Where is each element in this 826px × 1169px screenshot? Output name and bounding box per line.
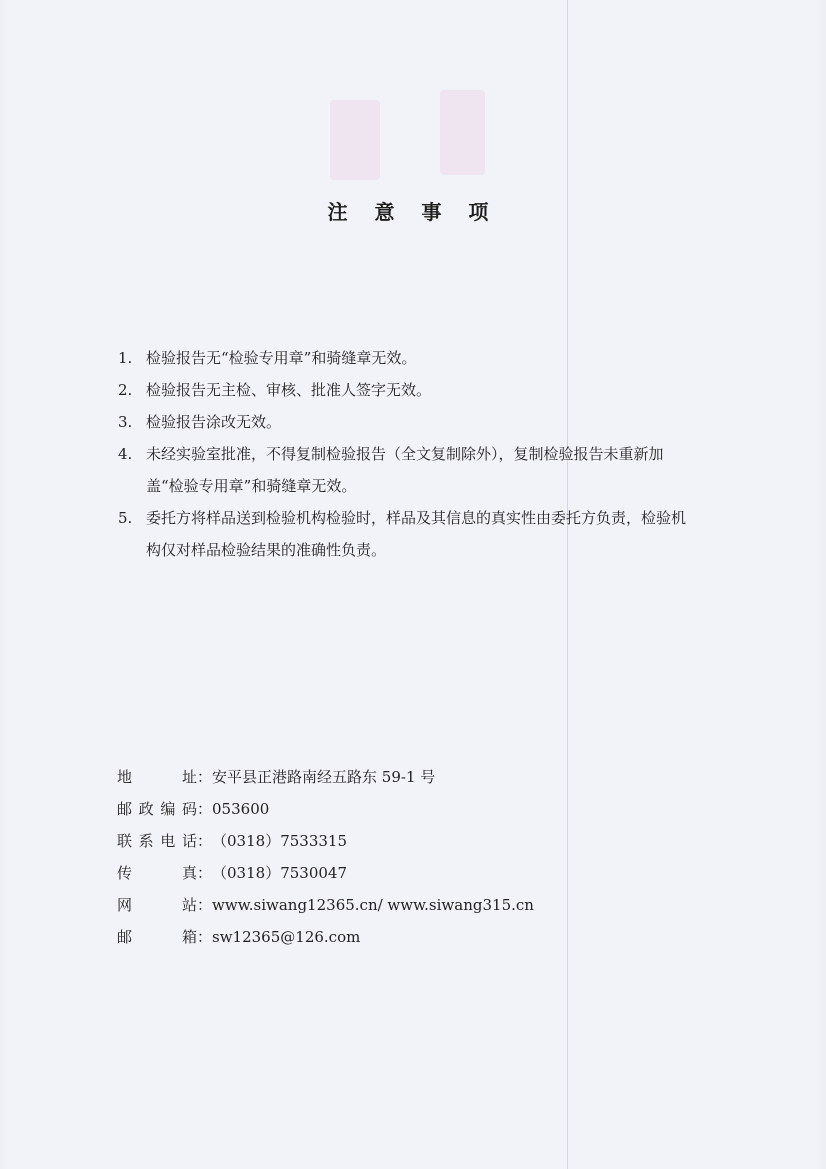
note-number: 2.: [118, 381, 133, 399]
note-number: 5.: [118, 509, 133, 527]
note-text: 委托方将样品送到检验机构检验时，样品及其信息的真实性由委托方负责，检验机构仅对样品检验结果的准确性负责。: [146, 509, 687, 559]
contact-website: [117, 889, 717, 921]
note-text: 检验报告涂改无效。: [146, 413, 282, 431]
contact-value: www.siwang12365.cn/ www.siwang315.cn: [212, 896, 534, 914]
contact-value: （0318）7533315: [212, 832, 347, 850]
notes-list: [118, 342, 718, 566]
note-item: [118, 374, 718, 406]
contact-email: [117, 921, 717, 953]
note-number: 3.: [118, 413, 133, 431]
note-item: [118, 438, 718, 502]
note-number: 1.: [118, 349, 133, 367]
note-text: 检验报告无“检验专用章”和骑缝章无效。: [146, 349, 417, 367]
contact-value: （0318）7530047: [212, 864, 347, 882]
faded-stamp-mark: [330, 100, 380, 180]
contact-separator: ：: [197, 768, 213, 786]
note-number: 4.: [118, 445, 133, 463]
faded-stamp-mark: [440, 90, 485, 175]
contact-label: 邮政编码: [117, 800, 197, 818]
contact-separator: ：: [197, 896, 213, 914]
note-item: [118, 502, 718, 566]
contact-postcode: [117, 793, 717, 825]
contact-fax: [117, 857, 717, 889]
contact-phone: [117, 825, 717, 857]
note-item: [118, 342, 718, 374]
contact-info: [117, 761, 717, 953]
contact-value: 安平县正港路南经五路东 59-1 号: [212, 768, 436, 786]
contact-label: 网站: [117, 896, 197, 914]
page-title: 注 意 事 项: [327, 200, 499, 224]
contact-separator: ：: [197, 832, 213, 850]
contact-value: sw12365@126.com: [212, 928, 361, 946]
contact-label: 邮箱: [117, 928, 197, 946]
contact-separator: ：: [197, 800, 213, 818]
contact-label: 传真: [117, 864, 197, 882]
contact-separator: ：: [197, 928, 213, 946]
contact-label: 地址: [117, 768, 197, 786]
contact-separator: ：: [197, 864, 213, 882]
note-text: 未经实验室批准，不得复制检验报告（全文复制除外），复制检验报告未重新加盖“检验专用章”和骑缝章无效。: [146, 445, 664, 495]
note-item: [118, 406, 718, 438]
fold-line: [567, 0, 568, 1169]
contact-label: 联系电话: [117, 832, 197, 850]
note-text: 检验报告无主检、审核、批准人签字无效。: [146, 381, 432, 399]
contact-value: 053600: [212, 800, 270, 818]
contact-address: [117, 761, 717, 793]
